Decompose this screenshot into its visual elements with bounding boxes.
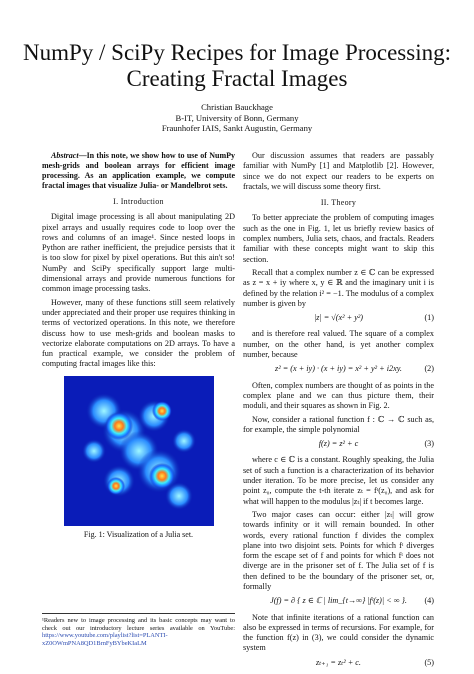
equation-4: [243, 596, 434, 606]
affiliation-2: Fraunhofer IAIS, Sankt Augustin, Germany: [161, 123, 313, 134]
right-column: [243, 151, 434, 674]
right-paragraph-5: Often, complex numbers are thought of as points in the complex plane and we can thus picture them, their moduli, and their squares as shown in Fig. 2.: [243, 380, 434, 411]
footnote-text: ¹Readers new to image processing and its basic concepts may want to check out our introductory lecture series available on YouTube:: [42, 617, 235, 632]
equation-4-body: J(f) = ∂ { z ∈ ℂ | lim_{t→∞} |fᵗ(z)| < ∞ }.: [270, 596, 407, 606]
equation-5: [243, 658, 434, 668]
julia-set-figure: [64, 376, 214, 526]
paper-title: [0, 40, 474, 92]
right-paragraph-1: Our discussion assumes that readers are passably familiar with NumPy [1] and Matplotlib [2]. However, since we do not expect our readers to be experts on fractals, we will discuss some theory first.: [243, 151, 434, 191]
right-paragraph-9: Note that infinite iterations of a rational function can also be expressed in terms of recursions. For example, for the function f(z) in (3), we could consider the dynamic system: [243, 612, 434, 653]
left-column: [42, 151, 235, 548]
right-paragraph-3: Recall that a complex number z ∈ ℂ can be expressed as z = x + iy where x, y ∈ ℝ and the imaginary unit i is defined by the relation i² = −1. The modulus of a complex number is given by: [243, 267, 434, 308]
equation-4-number: (4): [424, 596, 434, 606]
figure-caption: Fig. 1: Visualization of a Julia set.: [83, 529, 194, 539]
section-heading-theory: II. Theory: [320, 198, 357, 208]
author-block: [0, 102, 474, 134]
equation-3-body: f(z) = z² + c: [318, 439, 359, 449]
equation-5-number: (5): [424, 657, 434, 667]
abstract-label: Abstract: [51, 151, 79, 160]
equation-1: [243, 313, 434, 323]
intro-paragraph-2: However, many of these functions still seem relatively under appreciated and their proper use requires thinking in terms of vectorized operations. In this note, we therefore discuss how to use mesh-grids and boolean masks to vectorize elaborate computations on 2D arrays. To have a fun practical example, we consider the problem of computing fractal images like this:: [42, 297, 235, 369]
equation-3-number: (3): [424, 439, 434, 449]
right-paragraph-6: Now, consider a rational function f : ℂ → ℂ such as, for example, the simple polynomial: [243, 414, 434, 434]
abstract: [42, 151, 235, 191]
right-paragraph-8: Two major cases can occur: either |zₜ| will grow towards infinity or it will remain bounded. In other words, every rational function f divides the complex plane into two disjoint sets. Points for which fᵗ diverges form the escape set of f and points for which fᵗ does not diverge are in the prisoner set of f. The Julia set of f is then defined to be the boundary of the prisoner set, or, formally: [243, 509, 434, 591]
affiliation-1: B-IT, University of Bonn, Germany: [175, 112, 299, 123]
footnote: [42, 613, 235, 647]
right-paragraph-4: and is therefore real valued. The square of a complex number, on the other hand, is yet another complex number, because: [243, 329, 434, 360]
intro-paragraph-1: Digital image processing is all about manipulating 2D pixel arrays and usually requires code to loop over the rows and columns of an image¹. Since nested loops in Python are rather inefficient, the prejudice persists that it is too slow for pixel by pixel operations. But this ain't so! NumPy and SciPy specifically support large multi-dimensional arrays and provide numerous functions for common image processing tasks.: [42, 212, 235, 294]
section-heading-introduction: I. Introduction: [113, 197, 164, 206]
footnote-url[interactable]: https://www.youtube.com/playlist?list=PLANTI-xZ0OWmPNA8QD1BrnFyBYbeKIaLM: [42, 632, 168, 647]
author-name: Christian Bauckhage: [201, 102, 273, 112]
right-paragraph-2: To better appreciate the problem of computing images such as the one in Fig. 1, let us briefly review basics of complex numbers, Julia sets, chaos, and fractals. Readers familiar with these concepts might want to skip this section.: [243, 213, 434, 264]
equation-1-number: (1): [424, 313, 434, 323]
title-line-2: Creating Fractal Images: [126, 66, 348, 91]
abstract-text: —In this note, we show how to use of NumPy mesh-grids and boolean arrays for efficient image processing. As an application example, we compute fractal images that visualize Julia- or Mandelbrot sets.: [42, 151, 235, 190]
equation-2-number: (2): [424, 364, 434, 374]
equation-2-body: z² = (x + iy) · (x + iy) = x² + y² + i2xy.: [275, 364, 402, 374]
equation-2: [243, 364, 434, 374]
equation-3: [243, 439, 434, 449]
right-paragraph-7: where c ∈ ℂ is a constant. Roughly speaking, the Julia set of such a function is a characterization of its behavior under iteration. To be more precise, let us consider any point z₀, compute the t-th iterate zₜ = fᵗ(z₀), and ask for what will happen to the modulus |zₜ| if t becomes large.: [243, 455, 434, 506]
equation-1-body: |z| = √(x² + y²): [313, 313, 364, 323]
equation-5-body: zₜ₊₁ = zₜ² + c.: [316, 657, 361, 667]
title-line-1: NumPy / SciPy Recipes for Image Processing:: [22, 40, 451, 65]
